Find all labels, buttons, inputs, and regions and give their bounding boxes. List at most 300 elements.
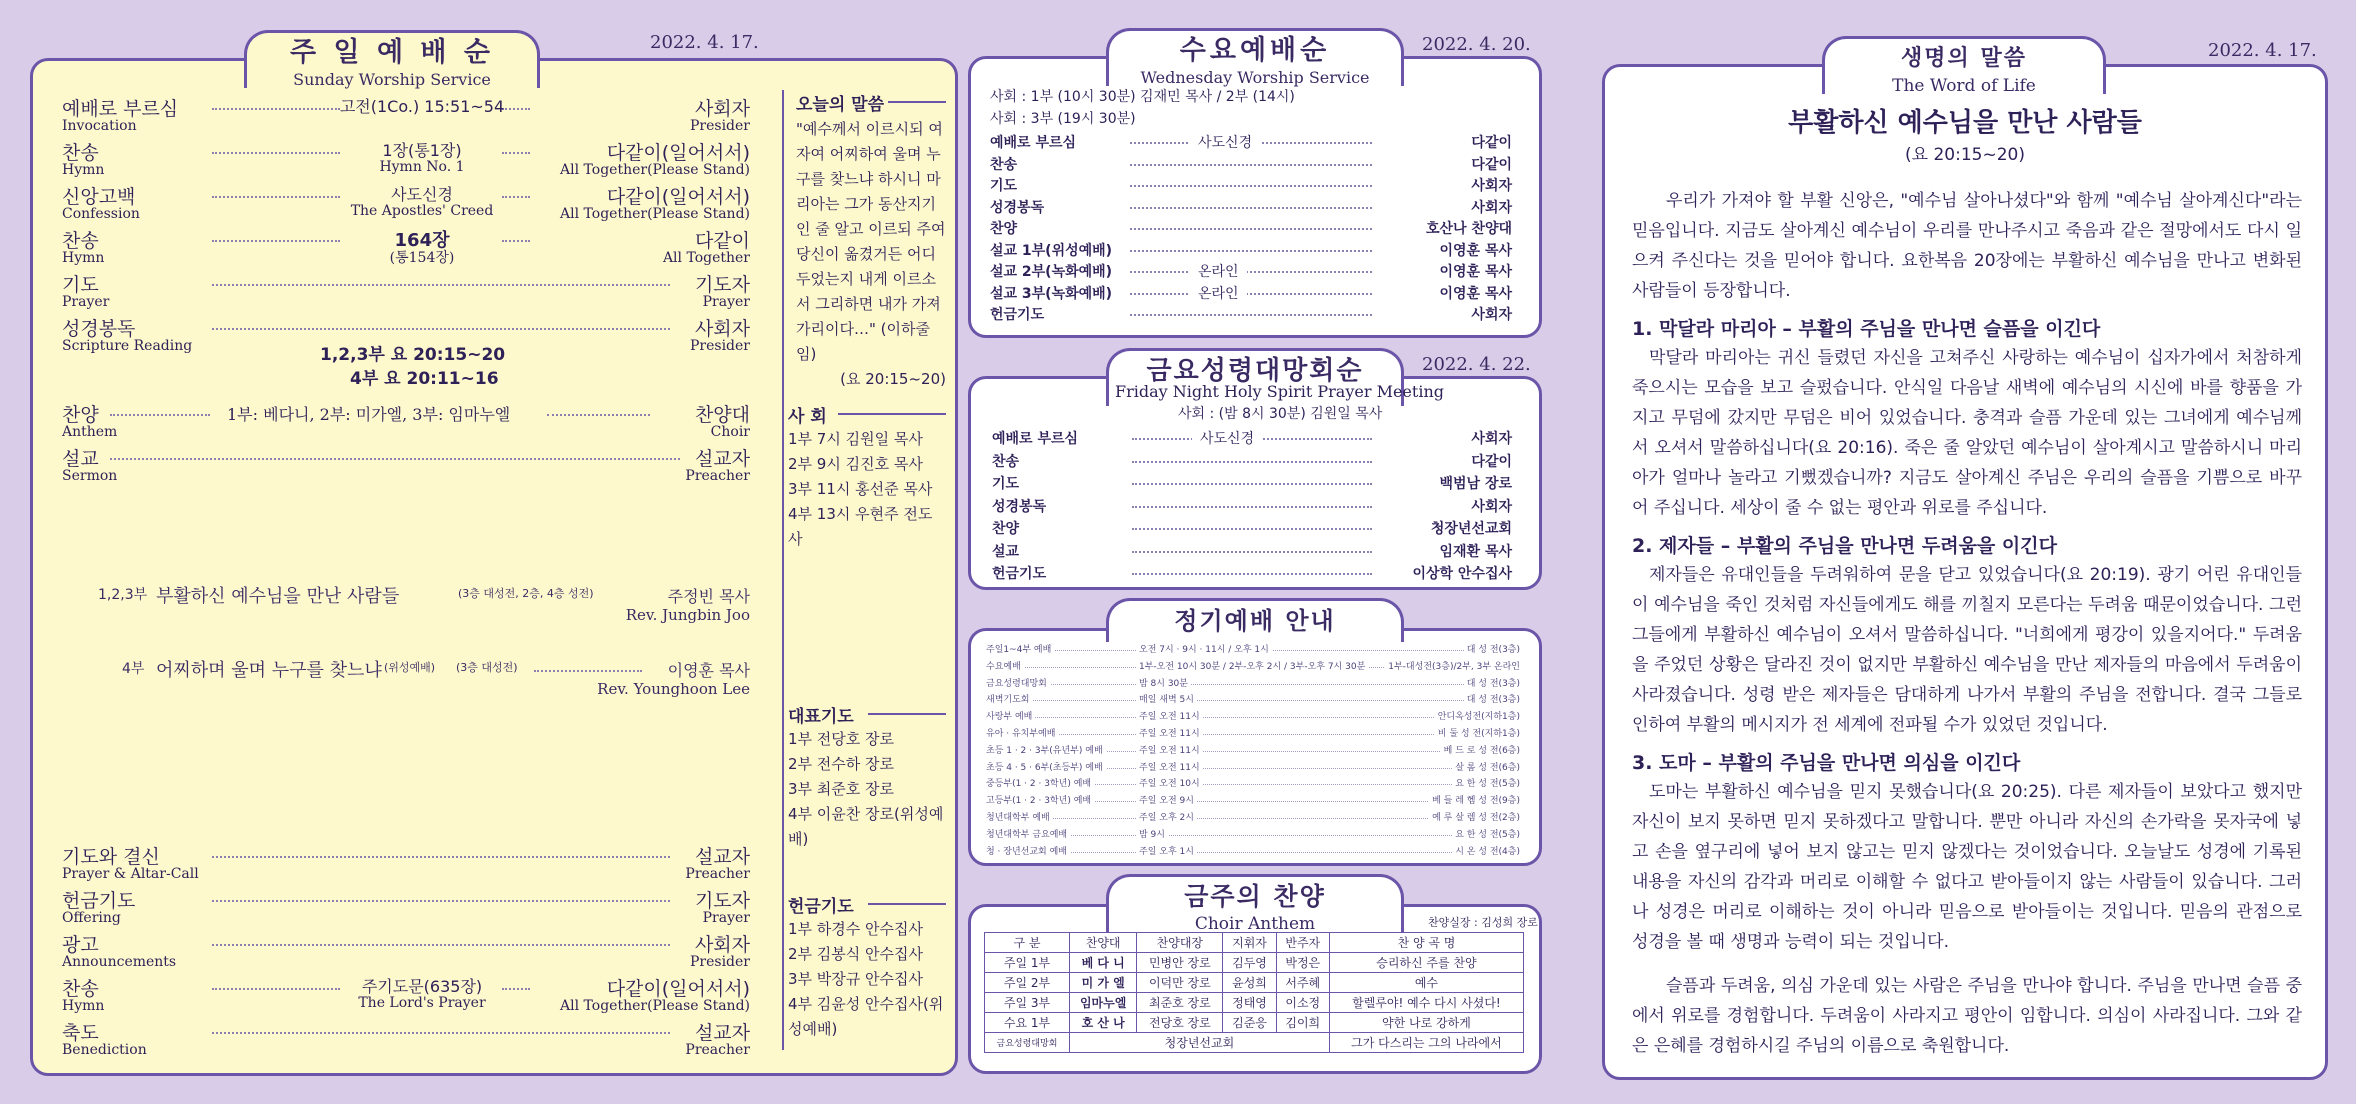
anthem-cell: 주일 2부	[985, 973, 1070, 993]
anthem-title-tab	[1106, 874, 1404, 932]
leader-dots	[1130, 293, 1372, 295]
sunday-order-list-2	[62, 842, 750, 1062]
offering-title: 헌금기도	[788, 897, 854, 917]
anthem-row	[985, 953, 1524, 973]
order-item	[62, 886, 750, 926]
side-list-line: 당신이 옮겼거든 어디	[796, 245, 936, 263]
order-item-content-sub: The Apostles' Creed	[350, 203, 494, 219]
order-item-leader: 사회자	[694, 934, 750, 956]
leader-dots	[1132, 528, 1372, 530]
schedule-time: 주일 오후 2시	[1136, 810, 1197, 823]
order-item-label: 광고	[62, 934, 99, 956]
schedule-time: 밤 9시	[1136, 827, 1168, 840]
word-date: 2022. 4. 17.	[2208, 40, 2317, 61]
anthem-cell: 할렐루야! 예수 다시 사셨다!	[1329, 993, 1523, 1013]
anthem-cell: 김두영	[1223, 953, 1276, 973]
side-list-line: 3부 최준호 장로	[788, 780, 895, 798]
schedule-place: 예 루 살 렘 성 전(2층)	[1429, 810, 1520, 823]
anthem-row	[985, 1033, 1524, 1053]
service-order-label: 기도	[992, 476, 1020, 492]
sunday-title-tab	[244, 30, 540, 88]
anthem-cell: 베 다 니	[1069, 953, 1136, 973]
sermon-2-title: 어찌하며 울며 누구를 찾느냐	[156, 660, 382, 681]
order-item-leader-en: All Together	[662, 250, 750, 266]
sermon-2	[122, 656, 750, 702]
leader-dots	[212, 856, 670, 858]
service-order-leader: 다같이	[1465, 132, 1512, 152]
anthem-cell: 김이희	[1276, 1013, 1329, 1033]
service-order-label: 설교	[992, 543, 1020, 560]
order-item	[62, 138, 750, 178]
order-item-leader: 설교자	[694, 1022, 750, 1044]
order-item-label-en: Hymn	[62, 162, 105, 178]
anthem-title: 금주의 찬양	[1184, 882, 1326, 911]
order-item-leader: 다같이(일어서서)	[606, 186, 750, 208]
schedule-name: 금요성령대망회	[986, 676, 1050, 689]
order-item-label: 축도	[62, 1022, 99, 1044]
leader-dots	[1130, 271, 1372, 273]
schedule-time: 1부-오전 10시 30분 / 2부-오후 2시 / 3부-오후 7시 30분	[1136, 659, 1368, 672]
word-reference: (요 20:15~20)	[1905, 145, 2025, 165]
schedule-time: 밤 8시 30분	[1136, 676, 1191, 689]
order-item-leader: 다같이(일어서서)	[606, 142, 750, 164]
order-item-label: 기도	[62, 274, 99, 296]
schedule-time: 주일 오전 11시	[1136, 709, 1203, 722]
service-order-leader: 사회자	[1465, 175, 1512, 195]
anthem-cell: 주일 1부	[985, 953, 1070, 973]
side-list-line: 구를 찾느냐 하시니 마	[796, 170, 941, 188]
service-order-row	[992, 563, 1512, 585]
service-order-row	[990, 261, 1512, 283]
order-item-leader-en: Presider	[690, 338, 750, 354]
leader-dots	[986, 700, 1520, 701]
service-order-content: 사도신경	[1190, 132, 1260, 152]
word-section-1: 막달라 마리아는 귀신 들렸던 자신을 고쳐주신 사랑하는 예수님이 십자가에서 처참하게 죽으시는 모습을 보고 슬펐습니다. 안식일 다음날 새벽에 예수님의 시신에 바를 향품을 가지고 무덤에 갔지만 무덤은 비어 있었습니다. 충격과 슬픔 가운데 있는 그녀에게 예수님께서 오셔서 말씀하십니다(요 20:16). 죽은 줄 알았던 예수님이 살아계시고 말씀하시니 마리아가 얼마나 놀라고 기뻤겠습니까? 지금도 살아계신 주님은 우리의 슬픔을 기쁨으로 바꾸어 주십니다. 세상이 줄 수 없는 평안과 위로를 주십니다.	[1632, 348, 2302, 518]
leader-dots	[986, 684, 1520, 685]
schedule-row	[986, 844, 1520, 860]
service-order-leader: 다같이	[1465, 451, 1512, 471]
sunday-subtitle: Sunday Worship Service	[293, 70, 491, 89]
service-order-label: 성경봉독	[992, 498, 1047, 515]
word-subtitle: The Word of Life	[1892, 76, 2036, 96]
service-order-row	[990, 240, 1512, 262]
sermon-1-preacher: 주정빈 목사	[667, 587, 750, 606]
service-order-row	[990, 154, 1512, 176]
wednesday-title-tab	[1106, 28, 1404, 86]
side-list-line: 서 그리하면 내가 가져	[796, 295, 941, 313]
order-item-label-en: Prayer	[62, 294, 110, 310]
order-item-leader-en: All Together(Please Stand)	[560, 206, 750, 222]
scripture-line-2: 4부 요 20:11~16	[350, 369, 499, 389]
offering-box	[788, 892, 946, 1042]
service-order-leader: 이영훈 목사	[1434, 240, 1513, 260]
anthem-row	[985, 973, 1524, 993]
schedule-name: 새벽기도회	[986, 692, 1032, 705]
anthem-table	[984, 932, 1524, 1053]
order-item-leader-en: All Together(Please Stand)	[560, 162, 750, 178]
order-item-content: 164장	[394, 230, 450, 251]
word-title-tab	[1822, 36, 2106, 94]
service-order-row	[992, 428, 1512, 450]
order-item-leader: 다같이	[694, 230, 750, 252]
anthem-cell: 김준응	[1223, 1013, 1276, 1033]
leader-dots	[1132, 461, 1372, 463]
presiders-box	[788, 402, 946, 552]
schedule-place: 안디옥성전(지하1층)	[1435, 709, 1520, 722]
today-word-box	[796, 90, 946, 392]
friday-title: 금요성령대망회순	[1146, 356, 1364, 386]
wednesday-order-list	[990, 132, 1512, 332]
anthem-header-cell: 반주자	[1276, 933, 1329, 953]
today-word-text	[796, 117, 946, 367]
service-order-leader: 임재환 목사	[1434, 541, 1513, 561]
schedule-place: 대 성 전(3층)	[1464, 676, 1520, 689]
order-item	[62, 1018, 750, 1058]
anthem-row	[985, 1013, 1524, 1033]
order-item-label: 성경봉독	[62, 318, 136, 340]
sermon-2-preacher: 이영훈 목사	[667, 661, 750, 680]
service-order-row	[992, 541, 1512, 563]
anthem-cell: 수요 1부	[985, 1013, 1070, 1033]
regular-schedule-list	[986, 642, 1520, 862]
schedule-row	[986, 776, 1520, 792]
sermon-row	[62, 444, 750, 484]
service-order-content: 온라인	[1190, 261, 1247, 281]
order-item-label: 찬송	[62, 142, 99, 164]
sunday-date: 2022. 4. 17.	[650, 32, 759, 53]
wednesday-date: 2022. 4. 20.	[1422, 34, 1531, 55]
sermon-2-preacher-en: Rev. Younghoon Lee	[597, 680, 750, 698]
schedule-time: 주일 오전 11시	[1136, 743, 1203, 756]
anthem-cell: 청장년선교회	[1069, 1033, 1329, 1053]
service-order-row	[992, 518, 1512, 540]
reps-list	[788, 727, 946, 852]
schedule-time: 주일 오전 10시	[1136, 776, 1203, 789]
schedule-row	[986, 743, 1520, 759]
leader-dots	[212, 944, 670, 946]
service-order-row	[992, 473, 1512, 495]
side-list-line: 자여 어찌하여 울며 누	[796, 145, 941, 163]
side-list-line: 인 줄 알고 이르되 주여	[796, 220, 946, 238]
anthem-cell: 임마누엘	[1069, 993, 1136, 1013]
schedule-place: 베 드 로 성 전(6층)	[1441, 743, 1520, 756]
schedule-place: 대 성 전(3층)	[1464, 642, 1520, 655]
anthem-header-cell: 지휘자	[1223, 933, 1276, 953]
service-order-leader: 이상학 안수집사	[1406, 563, 1512, 583]
schedule-row	[986, 709, 1520, 725]
anthem-cell: 호 산 나	[1069, 1013, 1136, 1033]
sermon-label-en: Sermon	[62, 468, 118, 484]
word-title: 생명의 말씀	[1901, 46, 2027, 71]
service-order-label: 설교 3부(녹화예배)	[990, 285, 1113, 302]
service-order-leader: 청장년선교회	[1425, 518, 1512, 538]
service-order-leader: 사회자	[1465, 197, 1512, 217]
order-item-leader-en: Prayer	[702, 294, 750, 310]
order-item-leader: 다같이(일어서서)	[606, 978, 750, 1000]
order-item	[62, 226, 750, 266]
leader-dots	[1130, 207, 1372, 209]
service-order-row	[990, 197, 1512, 219]
sermon-1-title: 부활하신 예수님을 만난 사람들	[156, 586, 400, 607]
service-order-row	[990, 218, 1512, 240]
leader-dots	[1130, 314, 1372, 316]
leader-dots	[1130, 185, 1372, 187]
sermon-2-sub: (위성예배)	[384, 661, 436, 674]
service-order-content: 온라인	[1190, 283, 1247, 303]
service-order-label: 설교 1부(위성예배)	[990, 242, 1113, 259]
schedule-name: 청 · 장년선교회 예배	[986, 844, 1070, 857]
choir-label-en: Anthem	[62, 424, 118, 440]
anthem-cell: 윤성희	[1223, 973, 1276, 993]
service-order-label: 찬양	[990, 221, 1018, 237]
schedule-row	[986, 726, 1520, 742]
service-order-row	[992, 496, 1512, 518]
service-order-leader: 사회자	[1465, 496, 1512, 516]
anthem-cell: 전당호 장로	[1137, 1013, 1223, 1033]
word-intro: 우리가 가져야 할 부활 신앙은, "예수님 살아나셨다"와 함께 "예수님 살아계신다"라는 믿음입니다. 지금도 살아계신 예수님이 우리를 만나주시고 죽음과 같은 절망에서도 다시 일으켜 주신다는 것을 믿어야 합니다. 요한복음 20장에는 부활하신 예수님을 만나고 변화된 사람들이 등장합니다.	[1632, 191, 2302, 301]
order-item-leader: 기도자	[694, 274, 750, 296]
anthem-cell: 박정은	[1276, 953, 1329, 973]
order-item-label: 헌금기도	[62, 890, 136, 912]
side-list-line: 1부 7시 김원일 목사	[788, 430, 923, 448]
choir-label: 찬양	[62, 404, 99, 426]
schedule-time: 매일 새벽 5시	[1136, 692, 1197, 705]
order-item-content-sub: Hymn No. 1	[379, 159, 465, 175]
order-item	[62, 270, 750, 310]
service-order-row	[992, 451, 1512, 473]
today-word-title: 오늘의 말씀	[796, 95, 885, 115]
sermon-1-place: (3층 대성전, 2층, 4층 성전)	[458, 587, 594, 600]
order-item-label-en: Hymn	[62, 250, 105, 266]
side-list-line: 두었는지 내게 이르소	[796, 270, 936, 288]
sermon-1-preacher-en: Rev. Jungbin Joo	[625, 606, 750, 624]
today-word-ref: (요 20:15~20)	[840, 370, 946, 388]
sermon-label: 설교	[62, 448, 99, 470]
service-order-row	[990, 132, 1512, 154]
word-section-2: 제자들은 유대인들을 두려워하여 문을 닫고 있었습니다(요 20:19). 광기 어린 유대인들이 예수님을 죽인 것처럼 자신들에게도 해를 끼칠지 모른다는 두려움 때문이었습니다. 그런 그들에게 부활하신 예수님이 오셔서 말씀하십니다. "너희에게 평강이 있을지어다." 두려움을 주었던 상황은 달라진 것이 없지만 부활하신 예수님을 만난 제자들의 마음에서 두려움이 사라졌습니다. 성령 받은 제자들은 담대하게 나가서 부활의 주님을 전합니다. 결국 그들로 인하여 부활의 메시지가 전 세계에 전파될 수가 있었던 것입니다.	[1632, 565, 2302, 735]
leader-dots	[212, 1032, 670, 1034]
schedule-name: 주일1~4부 예배	[986, 642, 1054, 655]
side-list-line: 4부 이윤찬 장로(위성예배)	[788, 805, 944, 848]
order-item-label: 찬송	[62, 978, 99, 1000]
anthem-cell: 이소정	[1276, 993, 1329, 1013]
anthem-cell: 서주혜	[1276, 973, 1329, 993]
service-order-label: 찬송	[992, 453, 1020, 470]
order-item-leader: 설교자	[694, 846, 750, 868]
schedule-name: 사랑부 예배	[986, 709, 1035, 722]
friday-subtitle: Friday Night Holy Spirit Prayer Meeting	[1115, 382, 1444, 401]
order-item-leader: 사회자	[694, 318, 750, 340]
order-item-label: 찬송	[62, 230, 99, 252]
anthem-cell: 승리하신 주를 찬양	[1329, 953, 1523, 973]
side-list-line: 2부 김봉식 안수집사	[788, 945, 924, 963]
presiders-list	[788, 427, 946, 552]
schedule-row	[986, 642, 1520, 658]
schedule-name: 수요예배	[986, 659, 1024, 672]
order-item-label-en: Benediction	[62, 1042, 147, 1058]
schedule-place: 시 온 성 전(4층)	[1452, 844, 1520, 857]
order-item-content-sub: The Lord's Prayer	[358, 995, 486, 1011]
word-outro: 슬픔과 두려움, 의심 가운데 있는 사람은 주님을 만나야 합니다. 주님을 만나면 슬픔 중에서 위로를 경험합니다. 두려움이 사라지고 평안이 임합니다. 의심이 사라집니다. 그와 같은 은혜를 경험하시길 주님의 이름으로 축원합니다.	[1632, 976, 2302, 1056]
friday-leader: 사회 : (밤 8시 30분) 김원일 목사	[1178, 406, 1383, 422]
order-item	[62, 94, 750, 134]
anthem-header-cell: 찬양대	[1069, 933, 1136, 953]
order-item-label-en: Announcements	[62, 954, 177, 970]
friday-date: 2022. 4. 22.	[1422, 354, 1531, 375]
service-order-leader: 이영훈 목사	[1434, 283, 1513, 303]
anthem-header-cell: 찬 양 곡 명	[1329, 933, 1523, 953]
order-item-label-en: Prayer & Altar-Call	[62, 866, 199, 882]
order-item-content: 사도신경	[391, 185, 453, 204]
schedule-place: 요 한 성 전(5층)	[1452, 776, 1520, 789]
order-item-leader-en: All Together(Please Stand)	[560, 998, 750, 1014]
leader-dots	[1130, 250, 1372, 252]
leader-dots	[1130, 228, 1372, 230]
schedule-place: 살 롬 성 전(6층)	[1452, 760, 1520, 773]
anthem-cell: 미 가 엘	[1069, 973, 1136, 993]
service-order-content: 사도신경	[1192, 428, 1262, 448]
wednesday-leader-2: 사회 : 3부 (19시 30분)	[990, 111, 1136, 127]
anthem-cell: 이덕만 장로	[1137, 973, 1223, 993]
order-item-label-en: Confession	[62, 206, 140, 222]
sunday-side-divider	[782, 90, 784, 1050]
sermon-2-place: (3층 대성전)	[456, 661, 518, 674]
order-item-label-en: Invocation	[62, 118, 137, 134]
side-list-line: 리아는 그가 동산지기	[796, 195, 936, 213]
order-item-leader-en: Preacher	[685, 866, 750, 882]
word-section-1-title: 1. 막달라 마리아 – 부활의 주님을 만나면 슬픔을 이긴다	[1632, 318, 2101, 340]
schedule-row	[986, 827, 1520, 843]
sermon-right: 설교자	[694, 448, 750, 470]
anthem-cell: 민병안 장로	[1137, 953, 1223, 973]
schedule-row	[986, 760, 1520, 776]
anthem-cell: 금요성령대망회	[985, 1033, 1070, 1053]
leader-dots	[212, 284, 670, 286]
service-order-row	[990, 304, 1512, 326]
order-item-label-en: Offering	[62, 910, 121, 926]
schedule-time: 주일 오후 1시	[1136, 844, 1197, 857]
wednesday-leader-1: 사회 : 1부 (10시 30분) 김재민 목사 / 2부 (14시)	[990, 89, 1295, 105]
sunday-order-list	[62, 94, 750, 354]
side-list-line: 1부 전당호 장로	[788, 730, 895, 748]
offering-list	[788, 917, 946, 1042]
side-list-line: 2부 전수하 장로	[788, 755, 895, 773]
side-list-line: 3부 11시 홍선준 목사	[788, 480, 933, 498]
anthem-header-cell: 구 분	[985, 933, 1070, 953]
service-order-leader: 다같이	[1465, 154, 1512, 174]
choir-right: 찬양대	[694, 404, 750, 426]
choir-right-en: Choir	[710, 424, 750, 440]
service-order-label: 찬송	[990, 156, 1018, 173]
schedule-time: 주일 오전 11시	[1136, 726, 1203, 739]
service-order-label: 기도	[990, 178, 1018, 194]
anthem-cell: 약한 나로 강하게	[1329, 1013, 1523, 1033]
service-order-row	[990, 175, 1512, 197]
choir-names: 1부: 베다니, 2부: 미가엘, 3부: 임마누엘	[227, 405, 511, 424]
sermon-2-part: 4부	[122, 661, 145, 677]
service-order-label: 헌금기도	[990, 307, 1045, 323]
side-list-line: 가리이다…" (이하줄임)	[796, 320, 930, 363]
regular-title-tab	[1106, 598, 1404, 642]
side-list-line: 4부 13시 우현주 전도사	[788, 505, 933, 548]
order-item-content: 1장(통1장)	[382, 141, 462, 160]
service-order-leader: 백범남 장로	[1434, 473, 1513, 493]
anthem-subtitle: Choir Anthem	[1194, 914, 1316, 934]
service-order-label: 예배로 부르심	[990, 135, 1077, 151]
service-order-label: 찬양	[992, 521, 1020, 537]
wednesday-subtitle: Wednesday Worship Service	[1140, 68, 1370, 87]
schedule-time: 오전 7시 · 9시 · 11시 / 오후 1시	[1136, 642, 1272, 655]
service-order-leader: 이영훈 목사	[1434, 261, 1513, 281]
service-order-leader: 사회자	[1465, 304, 1512, 324]
sermon-right-en: Preacher	[685, 468, 750, 484]
service-order-leader: 사회자	[1465, 428, 1512, 448]
word-body	[1632, 186, 2302, 1061]
schedule-name: 유아 · 유치부예배	[986, 726, 1058, 739]
leader-dots	[212, 900, 670, 902]
order-item-label: 신앙고백	[62, 186, 136, 208]
service-order-label: 성경봉독	[990, 199, 1045, 216]
schedule-time: 주일 오전 11시	[1136, 760, 1203, 773]
order-item	[62, 182, 750, 222]
schedule-row	[986, 793, 1520, 809]
order-item-leader-en: Presider	[690, 954, 750, 970]
side-list-line: 3부 박장규 안수집사	[788, 970, 924, 988]
schedule-row	[986, 692, 1520, 708]
anthem-header-cell: 찬양대장	[1137, 933, 1223, 953]
schedule-place: 비 둘 성 전(지하1층)	[1435, 726, 1520, 739]
schedule-row	[986, 676, 1520, 692]
order-item-leader: 기도자	[694, 890, 750, 912]
service-order-label: 헌금기도	[992, 566, 1047, 582]
sunday-title: 주 일 예 배 순	[289, 37, 494, 68]
leader-dots	[1132, 551, 1372, 553]
order-item-content-sub: (통154장)	[389, 250, 455, 266]
schedule-name: 청년대학부 금요예배	[986, 827, 1070, 840]
leader-dots	[1132, 506, 1372, 508]
side-list-line: 4부 김윤성 안수집사(위성예배)	[788, 995, 944, 1038]
sermon-1-part: 1,2,3부	[98, 587, 148, 603]
order-item-content: 주기도문(635장)	[361, 977, 483, 996]
schedule-name: 청년대학부 예배	[986, 810, 1053, 823]
schedule-name: 초등 1 · 2 · 3부(유년부) 예배	[986, 743, 1106, 756]
order-item-leader-en: Presider	[690, 118, 750, 134]
schedule-place: 요 한 성 전(5층)	[1452, 827, 1520, 840]
order-item-label: 기도와 결신	[62, 846, 160, 868]
word-section-3: 도마는 부활하신 예수님을 믿지 못했습니다(요 20:25). 다른 제자들이 보았다고 했지만 자신이 보지 못하면 믿지 못하겠다고 말합니다. 뿐만 아니라 자신의 손가락을 못자국에 넣고 손을 옆구리에 넣어 보지 않고는 믿지 않겠다는 것이었습니다. 오늘날도 성경에 기록된 내용을 자신의 감각과 머리로 이해할 수 없다고 받아들이지 않는 사람들이 있습니다. 그러나 성경은 머리로 이해하는 것이 아니라 믿음으로 받아들이는 것입니다. 믿음의 관점으로 성경을 볼 때 생명과 능력이 되는 것입니다.	[1632, 782, 2302, 952]
side-list-line: 2부 9시 김진호 목사	[788, 455, 923, 473]
service-order-label: 예배로 부르심	[992, 431, 1079, 447]
word-heading: 부활하신 예수님을 만난 사람들	[1788, 108, 2142, 138]
schedule-row	[986, 810, 1520, 826]
service-order-label: 설교 2부(녹화예배)	[990, 264, 1113, 280]
order-item-content: 고전(1Co.) 15:51~54	[339, 97, 505, 116]
anthem-cell: 최준호 장로	[1137, 993, 1223, 1013]
schedule-time: 주일 오전 9시	[1136, 793, 1197, 806]
order-item-label-en: Hymn	[62, 998, 105, 1014]
schedule-name: 중등부(1 · 2 · 3학년) 예배	[986, 776, 1094, 789]
friday-order-list	[992, 428, 1512, 588]
schedule-name: 고등부(1 · 2 · 3학년) 예배	[986, 793, 1094, 806]
anthem-row	[985, 993, 1524, 1013]
sermon-1	[98, 582, 750, 628]
anthem-note: 찬양실장 : 김성희 장로	[1428, 916, 1538, 929]
schedule-name: 초등 4 · 5 · 6부(초등부) 예배	[986, 760, 1106, 773]
anthem-cell: 예수	[1329, 973, 1523, 993]
order-item-label-en: Scripture Reading	[62, 338, 193, 354]
order-item	[62, 930, 750, 970]
side-list-line: 1부 하경수 안수집사	[788, 920, 924, 938]
